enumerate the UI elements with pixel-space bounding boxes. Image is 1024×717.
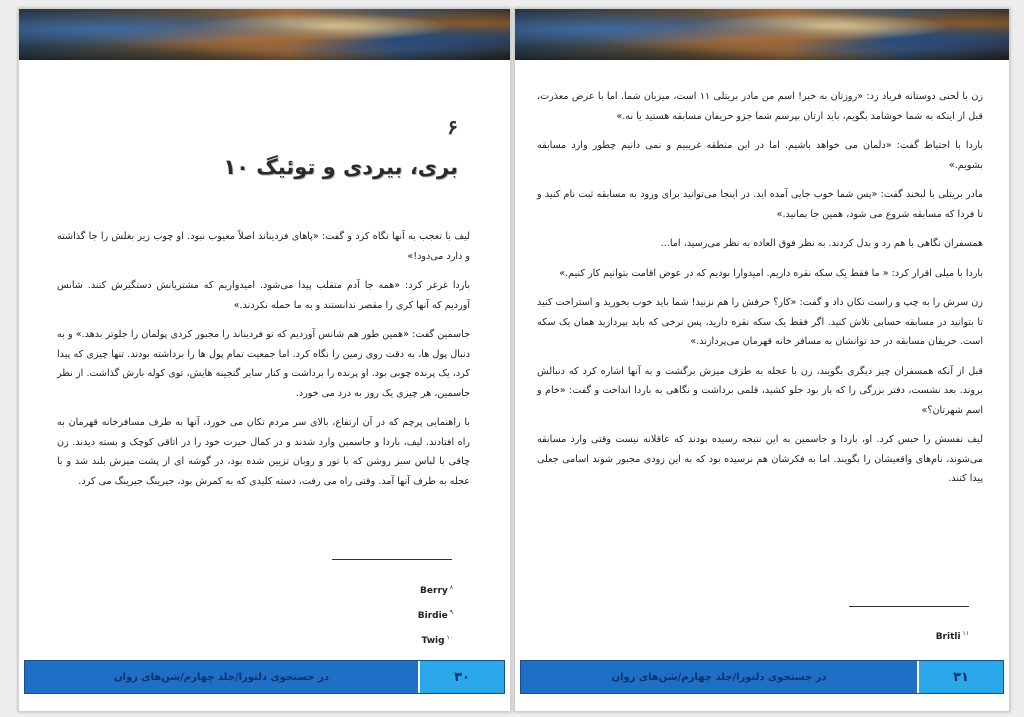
footnote-item — [418, 627, 453, 652]
footnote-mark: ۸ — [449, 584, 453, 591]
paragraph: با راهنمایی پرچم که در آن ارتفاع، بالای سر مردم تکان می خورد، آنها به طرف مسافرخانه قهرمان به راه افتادند. لیف، باردا و جاسمین وارد شدند و در کمال حیرت خود را در اتاقی کوچک و بسته دیدند. زن چاقی با لباس سبز روشن که با تور و روبان تزیین شده بود، در گوشه ای از پشت میزش بلند شد و با عجله به طرف آنها آمد. وقتی راه می رفت، دسته کلیدی که به کمرش بود، جیرینگ جیرینگ می کرد. — [57, 417, 470, 487]
paragraph: باردا با احتیاط گفت: «دلمان می خواهد باشیم. اما در این منطقه غریبیم و نمی دانیم چطور وارد مسابقه بشویم.» — [537, 140, 983, 171]
footnote-item — [418, 577, 453, 602]
chapter-number: ۶ — [447, 115, 458, 139]
paragraph: قبل از آنکه همسفران چیز دیگری بگویند، زن با عجله به طرف میزش برگشت و به آنها اشاره کرد که دنبالش بروند. بعد نشست، دفتر بزرگی را که باز بود جلو کشید، قلمی برداشت و نگاهی به باردا انداخت و گفت: «خام و اسم شهرتان؟» — [537, 365, 983, 416]
footnote-divider — [849, 606, 969, 607]
paragraph: لیف با تعجب به آنها نگاه کرد و گفت: «پاهای فردیناند اصلاً معیوب نبود. او چوب زیر بغلش را جا گذاشته و دارد می‌دود!» — [57, 231, 470, 262]
footnote-mark: ۹ — [449, 609, 453, 616]
footnote-text: Birdie — [417, 611, 448, 621]
paragraph: جاسمین گفت: «همین طور هم شانس آوردیم که تو فردیناند را مجبور کردی پولمان را جلوتر بدهد.» و به دنبال پول ها، به دقت روی زمین را نگاه کرد. اما جمعیت تمام پول ها را برداشته بودند. تنها چیزی که پیدا کرد، یک پرنده چوبی بود. او پرنده را برداشت و کنار سایر گنجینه هایش، توی کوله بارش گذاشت. از نظر جاسمین، هر چیزی یک روز به درد می خورد. — [57, 329, 470, 399]
paragraph: همسفران نگاهی با هم رد و بدل کردند. به نظر فوق العاده به نظر می‌رسید، اما... — [660, 238, 983, 249]
page-footer — [520, 660, 1004, 694]
page-31 — [514, 8, 1010, 712]
paragraph: زن سرش را به چپ و راست تکان داد و گفت: «کار؟ حرفش را هم نزنید! شما باید خوب بخورید و استراحت کنید تا بتوانید در مسابقه حسابی تلاش کنید. اگر فقط یک سکه نقره دارید، پس نرخی که باید بپردازید همان یک سکه است. حریفان مسابقه در حد توانشان به مسافر خانه قهرمان می‌پردازند.» — [537, 297, 983, 347]
footnotes — [936, 623, 969, 648]
paragraph: باردا با میلی اقرار کرد: « ما فقط یک سکه نقره داریم. امیدوارا بودیم که در عوض اقامت بتوانیم کار کنیم.» — [559, 267, 983, 279]
footnote-text: Berry — [420, 586, 448, 596]
footnote-divider — [332, 559, 452, 560]
footnote-mark: ۱۱ — [962, 630, 969, 637]
page-footer — [24, 660, 505, 694]
header-banner-image — [19, 9, 510, 60]
right-page-body — [537, 87, 983, 499]
header-banner-image — [515, 9, 1009, 60]
footnote-mark: ۱۰ — [446, 634, 453, 641]
page-30 — [18, 8, 511, 712]
page-number: ۳۰ — [420, 661, 504, 693]
paragraph: زن با لحنی دوستانه فریاد زد: «روزتان به خیر! اسم من مادر بریتلی ۱۱ است، میزبان شما. اما با عرض معذرت، قبل از اینکه به شما خوشامد بگویم، باید ازتان بپرسم شما جزو حریفان مسابقه هستید یا نه.» — [537, 91, 984, 122]
footnotes — [418, 577, 453, 652]
paragraph: باردا غرغر کرد: «همه جا آدم متقلب پیدا می‌شود. امیدواریم که مشتریانش دستگیرش کنند. شانس آوردیم که آنها کری را مقصر ندانستند و به ما حمله نکردند.» — [57, 280, 470, 311]
paragraph: مادر بریتلی با لبخند گفت: «پس شما خوب جایی آمده اید. در اینجا می‌توانید برای ورود به مسابقه ثبت نام کنید و تا فردا که مسابقه شروع می شود، همین جا بمانید.» — [537, 189, 983, 220]
footnote-item — [418, 602, 453, 627]
footer-book-title: در جستجوی دلتورا/جلد چهارم/شن‌های روان — [25, 661, 420, 693]
left-page-body — [57, 227, 470, 501]
footnote-text: Twig — [421, 636, 445, 646]
footnote-text: Britli — [935, 632, 961, 642]
page-number: ۳۱ — [919, 661, 1003, 693]
paragraph: لیف نفسش را حبس کرد. او، باردا و جاسمین به این نتیجه رسیده بودند که عاقلانه نیست وقتی وارد مسابقه می‌شوند، نام‌های واقعیشان را بگویند. اما به فکرشان هم نرسیده بود که به این زودی مجبور شوند اسامی جعلی پیدا کنند. — [537, 434, 983, 484]
chapter-title: بری، بیردی و توئیگ ۱۰ — [223, 155, 458, 179]
footnote-item — [936, 623, 969, 648]
footer-book-title: در جستجوی دلتورا/جلد چهارم/شن‌های روان — [521, 661, 919, 693]
